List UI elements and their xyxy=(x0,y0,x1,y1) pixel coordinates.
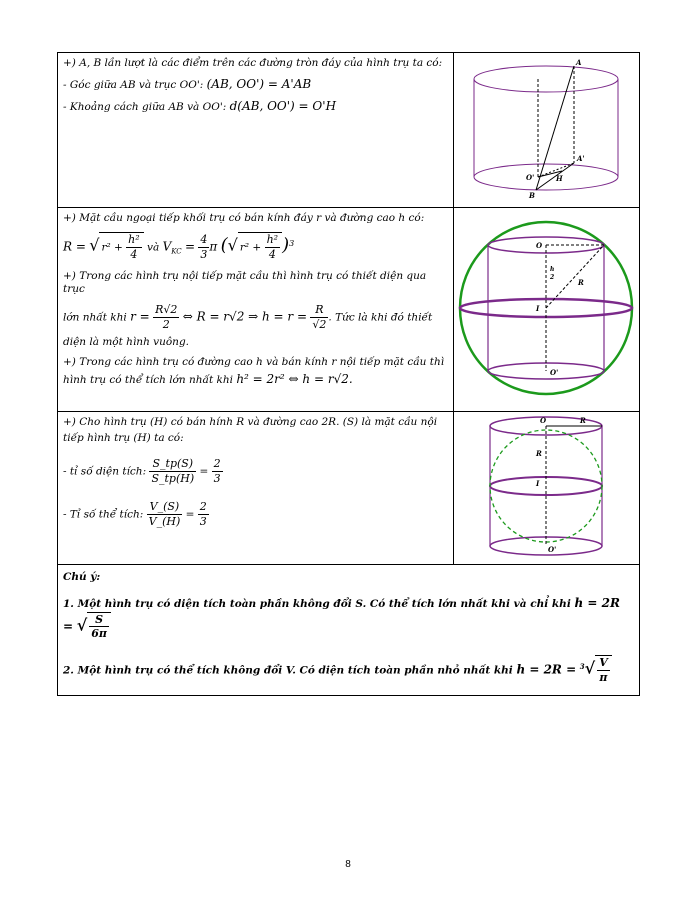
label-I: I xyxy=(536,479,540,489)
row2-line7: hình trụ có thể tích lớn nhất khi h² = 2r² ⇔ h = r√2. xyxy=(63,371,353,386)
row2-line6: +) Trong các hình trụ có đường cao h và bán kính r nội tiếp mặt cầu thì xyxy=(63,355,445,368)
row1-distance-formula: d(AB, OO') = O'H xyxy=(229,99,337,114)
note-item-2: 2. Một hình trụ có thể tích không đổi V. Có diện tích toàn phần nhỏ nhất khi h = 2R = $^3$√ $\frac{V}{\pi}$ xyxy=(63,655,634,685)
row3-line1: +) Cho hình trụ (H) có bán hính R và đường cao 2R. (S) là mặt cầu nội xyxy=(63,416,438,429)
row2-line4: lớn nhất khi r = $\frac{R√2}{2}$ ⇔ R = r√2 ⇒ h = r = $\frac{R}{√2}$ . Tức là khi đó thiết xyxy=(63,303,433,331)
row-note xyxy=(58,565,640,695)
label-O-prime: O' xyxy=(548,545,557,555)
label-h-2: 2 xyxy=(550,273,555,281)
row-circumscribed-sphere xyxy=(58,208,640,412)
row-inscribed-sphere xyxy=(58,412,640,565)
label-O-prime: O' xyxy=(526,173,535,182)
label-B: B xyxy=(529,191,536,200)
row1-text xyxy=(58,53,454,208)
row2-line1: +) Mặt cầu ngoại tiếp khối trụ có bán kính đáy r và đường cao h có: xyxy=(63,212,425,225)
row-angle-distance xyxy=(58,53,640,208)
label-h: h xyxy=(550,265,555,273)
row3-line2: tiếp hình trụ (H) ta có: xyxy=(63,432,184,445)
sphere-cylinder-figure xyxy=(454,213,638,403)
label-A: A xyxy=(576,58,582,67)
page-number: 8 xyxy=(345,859,351,870)
row2-line5: diện là một hình vuông. xyxy=(63,335,190,348)
row2-line3: +) Trong các hình trụ nội tiếp mặt cầu thì hình trụ có thiết diện qua trục xyxy=(63,269,427,295)
row1-figure xyxy=(453,53,639,208)
row1-line2-label: - Góc giữa AB và trục OO': xyxy=(63,79,204,92)
row2-formula: R = √ r² + $\frac{\text{h²}}{4}$ và $V_{KC}$ = $\frac{4}{3}$ π (√ r² + $\frac{\text{h²}}{4}$ )$^3$ xyxy=(63,233,295,261)
row1-line1: +) A, B lần lượt là các điểm trên các đường tròn đáy của hình trụ ta có: xyxy=(63,57,443,69)
row3-area-ratio: - tỉ số diện tích: $\frac{S\_tp(S)}{S\_tp(H)}$ = $\frac{2}{3}$ xyxy=(63,457,221,486)
label-R-top: R xyxy=(580,416,587,426)
note-cell xyxy=(58,565,640,695)
label-O: O xyxy=(536,240,543,250)
summary-table xyxy=(57,52,640,696)
label-I: I xyxy=(536,303,540,313)
label-O-prime: O' xyxy=(550,367,559,377)
row3-volume-ratio: - Tỉ số thể tích: $\frac{V\_(S)}{V\_(H)}$ = $\frac{2}{3}$ xyxy=(63,499,207,528)
cylinder-segment-figure xyxy=(454,53,638,203)
cylinder-inscribed-sphere-figure xyxy=(454,412,638,560)
row3-figure xyxy=(453,412,639,565)
label-R: R xyxy=(578,277,585,287)
note-title: Chú ý: xyxy=(63,571,101,584)
label-O: O xyxy=(540,416,547,426)
row2-figure xyxy=(453,208,639,412)
row1-line3-label: - Khoảng cách giữa AB và OO': xyxy=(63,101,227,114)
note-item-1: 1. Một hình trụ có diện tích toàn phần không đổi S. Có thể tích lớn nhất khi và chỉ khi h = 2R = √ $\frac{S}{6\pi}$ xyxy=(63,596,620,641)
row2-text xyxy=(58,208,454,412)
label-A-prime: A' xyxy=(577,154,585,163)
row3-text xyxy=(58,412,454,565)
label-R-side: R xyxy=(536,449,543,459)
label-H: H xyxy=(556,174,563,183)
row1-angle-formula: (AB, OO') = A'AB xyxy=(206,77,312,92)
